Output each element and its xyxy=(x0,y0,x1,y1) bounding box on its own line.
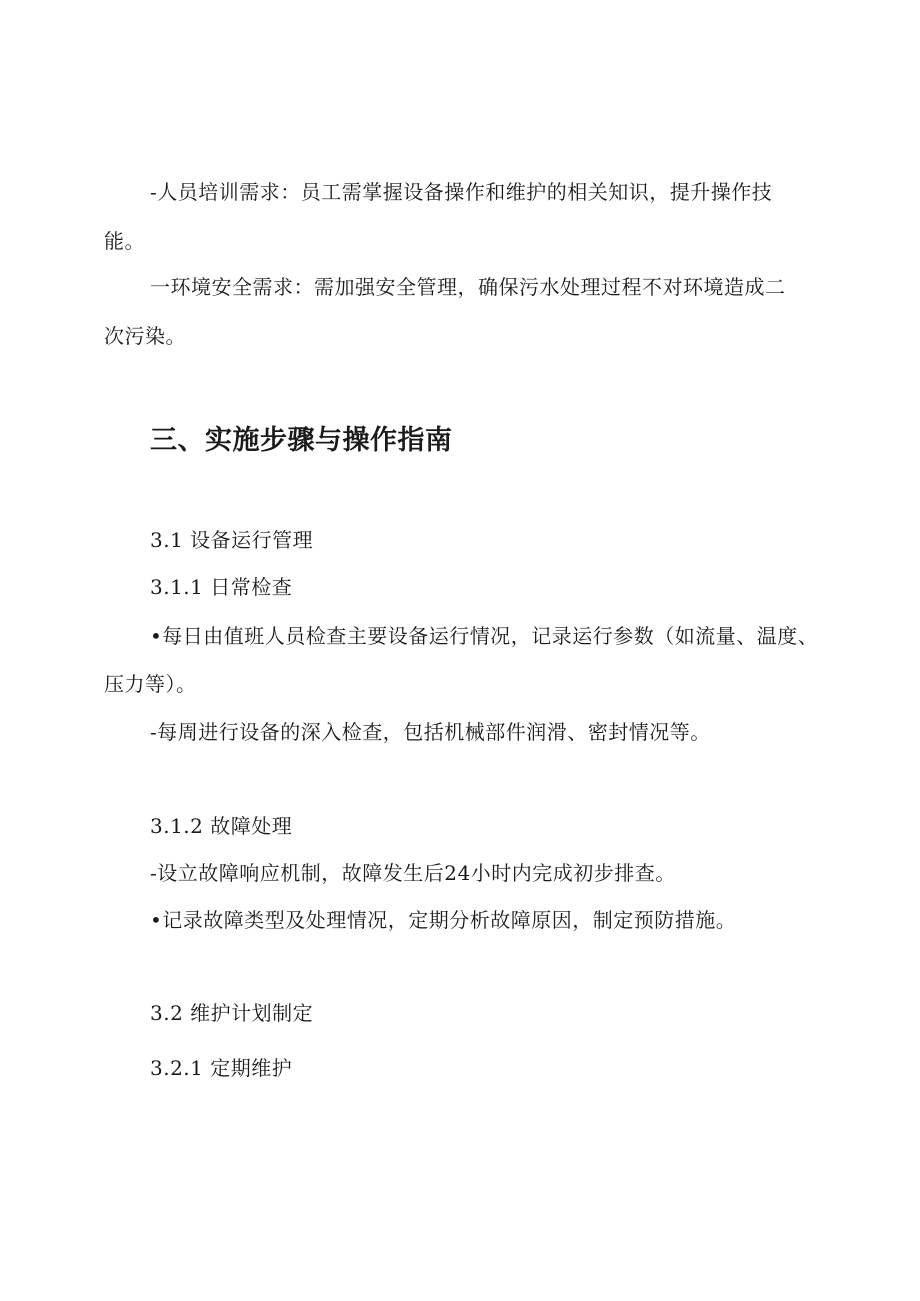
training-need-line1: -人员培训需求：员工需掌握设备操作和维护的相关知识，提升操作技 xyxy=(150,180,773,204)
subsection-3-1-1-title: 3.1.1 日常检查 xyxy=(150,575,293,599)
daily-check-line2: 压力等）。 xyxy=(104,672,197,696)
fault-response-line: -设立故障响应机制，故障发生后24小时内完成初步排查。 xyxy=(150,861,676,885)
daily-check-line1: •每日由值班人员检查主要设备运行情况，记录运行参数（如流量、温度、 xyxy=(150,624,819,648)
subsection-3-2-1-title: 3.2.1 定期维护 xyxy=(150,1056,293,1080)
fault-record-line: •记录故障类型及处理情况，定期分析故障原因，制定预防措施。 xyxy=(150,908,737,932)
section-heading-3: 三、实施步骤与操作指南 xyxy=(150,425,453,456)
training-need-line2: 能。 xyxy=(104,229,145,253)
subsection-3-2-title: 3.2 维护计划制定 xyxy=(150,1001,314,1025)
env-safety-line1: 一环境安全需求：需加强安全管理，确保污水处理过程不对环境造成二 xyxy=(150,275,786,299)
env-safety-line2: 次污染。 xyxy=(104,324,186,348)
weekly-check-line: -每周进行设备的深入检查，包括机械部件润滑、密封情况等。 xyxy=(150,720,711,744)
subsection-3-1-title: 3.1 设备运行管理 xyxy=(150,528,314,552)
subsection-3-1-2-title: 3.1.2 故障处理 xyxy=(150,814,293,838)
